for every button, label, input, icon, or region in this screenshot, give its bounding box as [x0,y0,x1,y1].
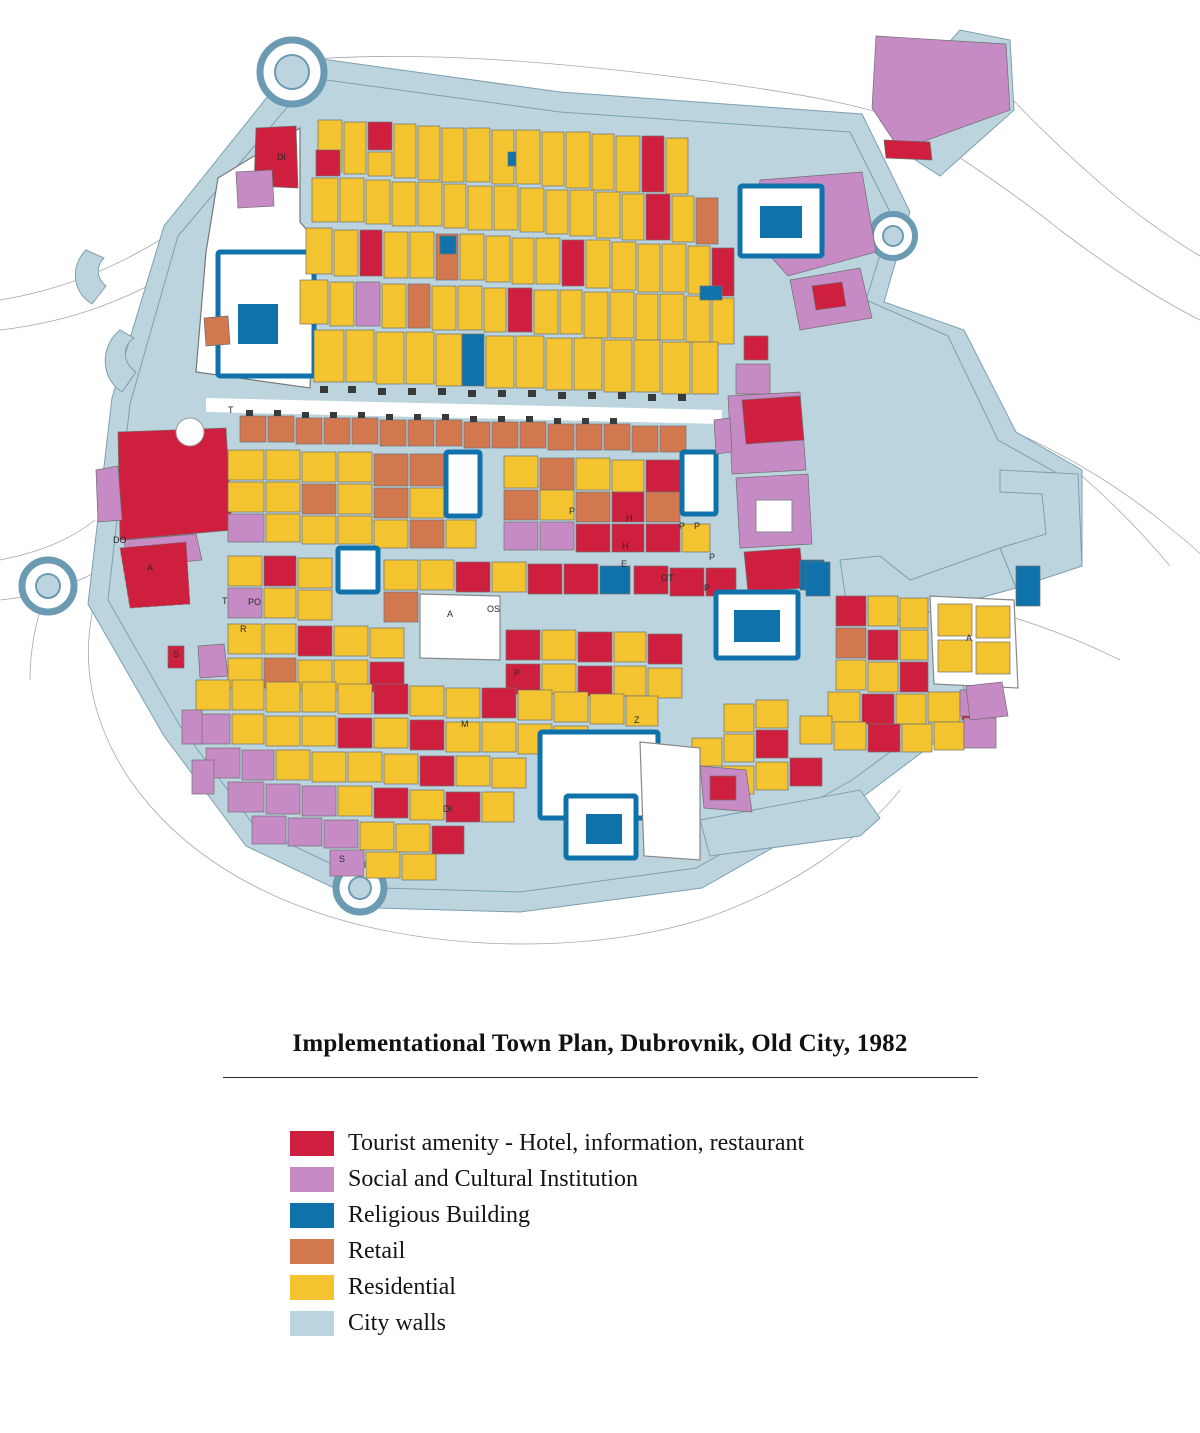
legend-label: Tourist amenity - Hotel, information, restaurant [348,1130,805,1156]
svg-text:S: S [173,649,180,659]
legend-label: Religious Building [348,1202,531,1228]
legend-swatch-religious [290,1203,334,1228]
svg-text:T: T [228,405,234,415]
svg-text:P: P [694,521,701,531]
legend-item [290,1233,990,1269]
legend-item [290,1161,990,1197]
svg-text:T: T [222,596,228,606]
legend-label: Retail [348,1238,406,1264]
svg-text:DI: DI [443,804,452,814]
legend-item [290,1269,990,1305]
legend-item [290,1125,990,1161]
legend-swatch-retail [290,1239,334,1264]
svg-text:S: S [339,854,346,864]
north-residential-blocks [196,120,770,401]
religious-outline [338,548,378,592]
legend-swatch-residential [290,1275,334,1300]
svg-text:DI: DI [277,152,286,162]
svg-text:P: P [709,552,716,562]
svg-text:Z: Z [634,715,640,725]
svg-text:P: P [569,506,576,516]
svg-text:OS: OS [487,604,501,614]
legend-item [290,1305,990,1341]
svg-text:P: P [704,583,711,593]
svg-text:M: M [461,719,469,729]
religious-outline [682,452,716,514]
svg-text:A: A [447,609,454,619]
svg-text:A: A [147,563,154,573]
figure-title: Implementational Town Plan, Dubrovnik, Old City, 1982 [292,1030,908,1057]
svg-text:H: H [626,513,633,523]
svg-text:DO: DO [113,535,127,545]
legend-swatch-city-walls [290,1311,334,1336]
caption-block [0,1030,1200,1078]
svg-text:OT: OT [661,573,674,583]
svg-text:H: H [622,541,629,551]
svg-text:E: E [621,559,628,569]
legend-swatch-tourist-amenity [290,1131,334,1156]
svg-text:R: R [240,624,247,634]
religious-outline [446,452,480,516]
svg-text:P: P [679,521,686,531]
svg-text:A: A [966,633,973,643]
map-legend [290,1125,990,1341]
legend-label: City walls [348,1310,447,1336]
svg-text:PO: PO [248,597,262,607]
legend-label: Residential [348,1274,456,1300]
svg-text:P: P [514,668,521,678]
caption-divider [223,1077,978,1078]
legend-label: Social and Cultural Institution [348,1166,638,1192]
legend-item [290,1197,990,1233]
legend-swatch-social-cultural [290,1167,334,1192]
